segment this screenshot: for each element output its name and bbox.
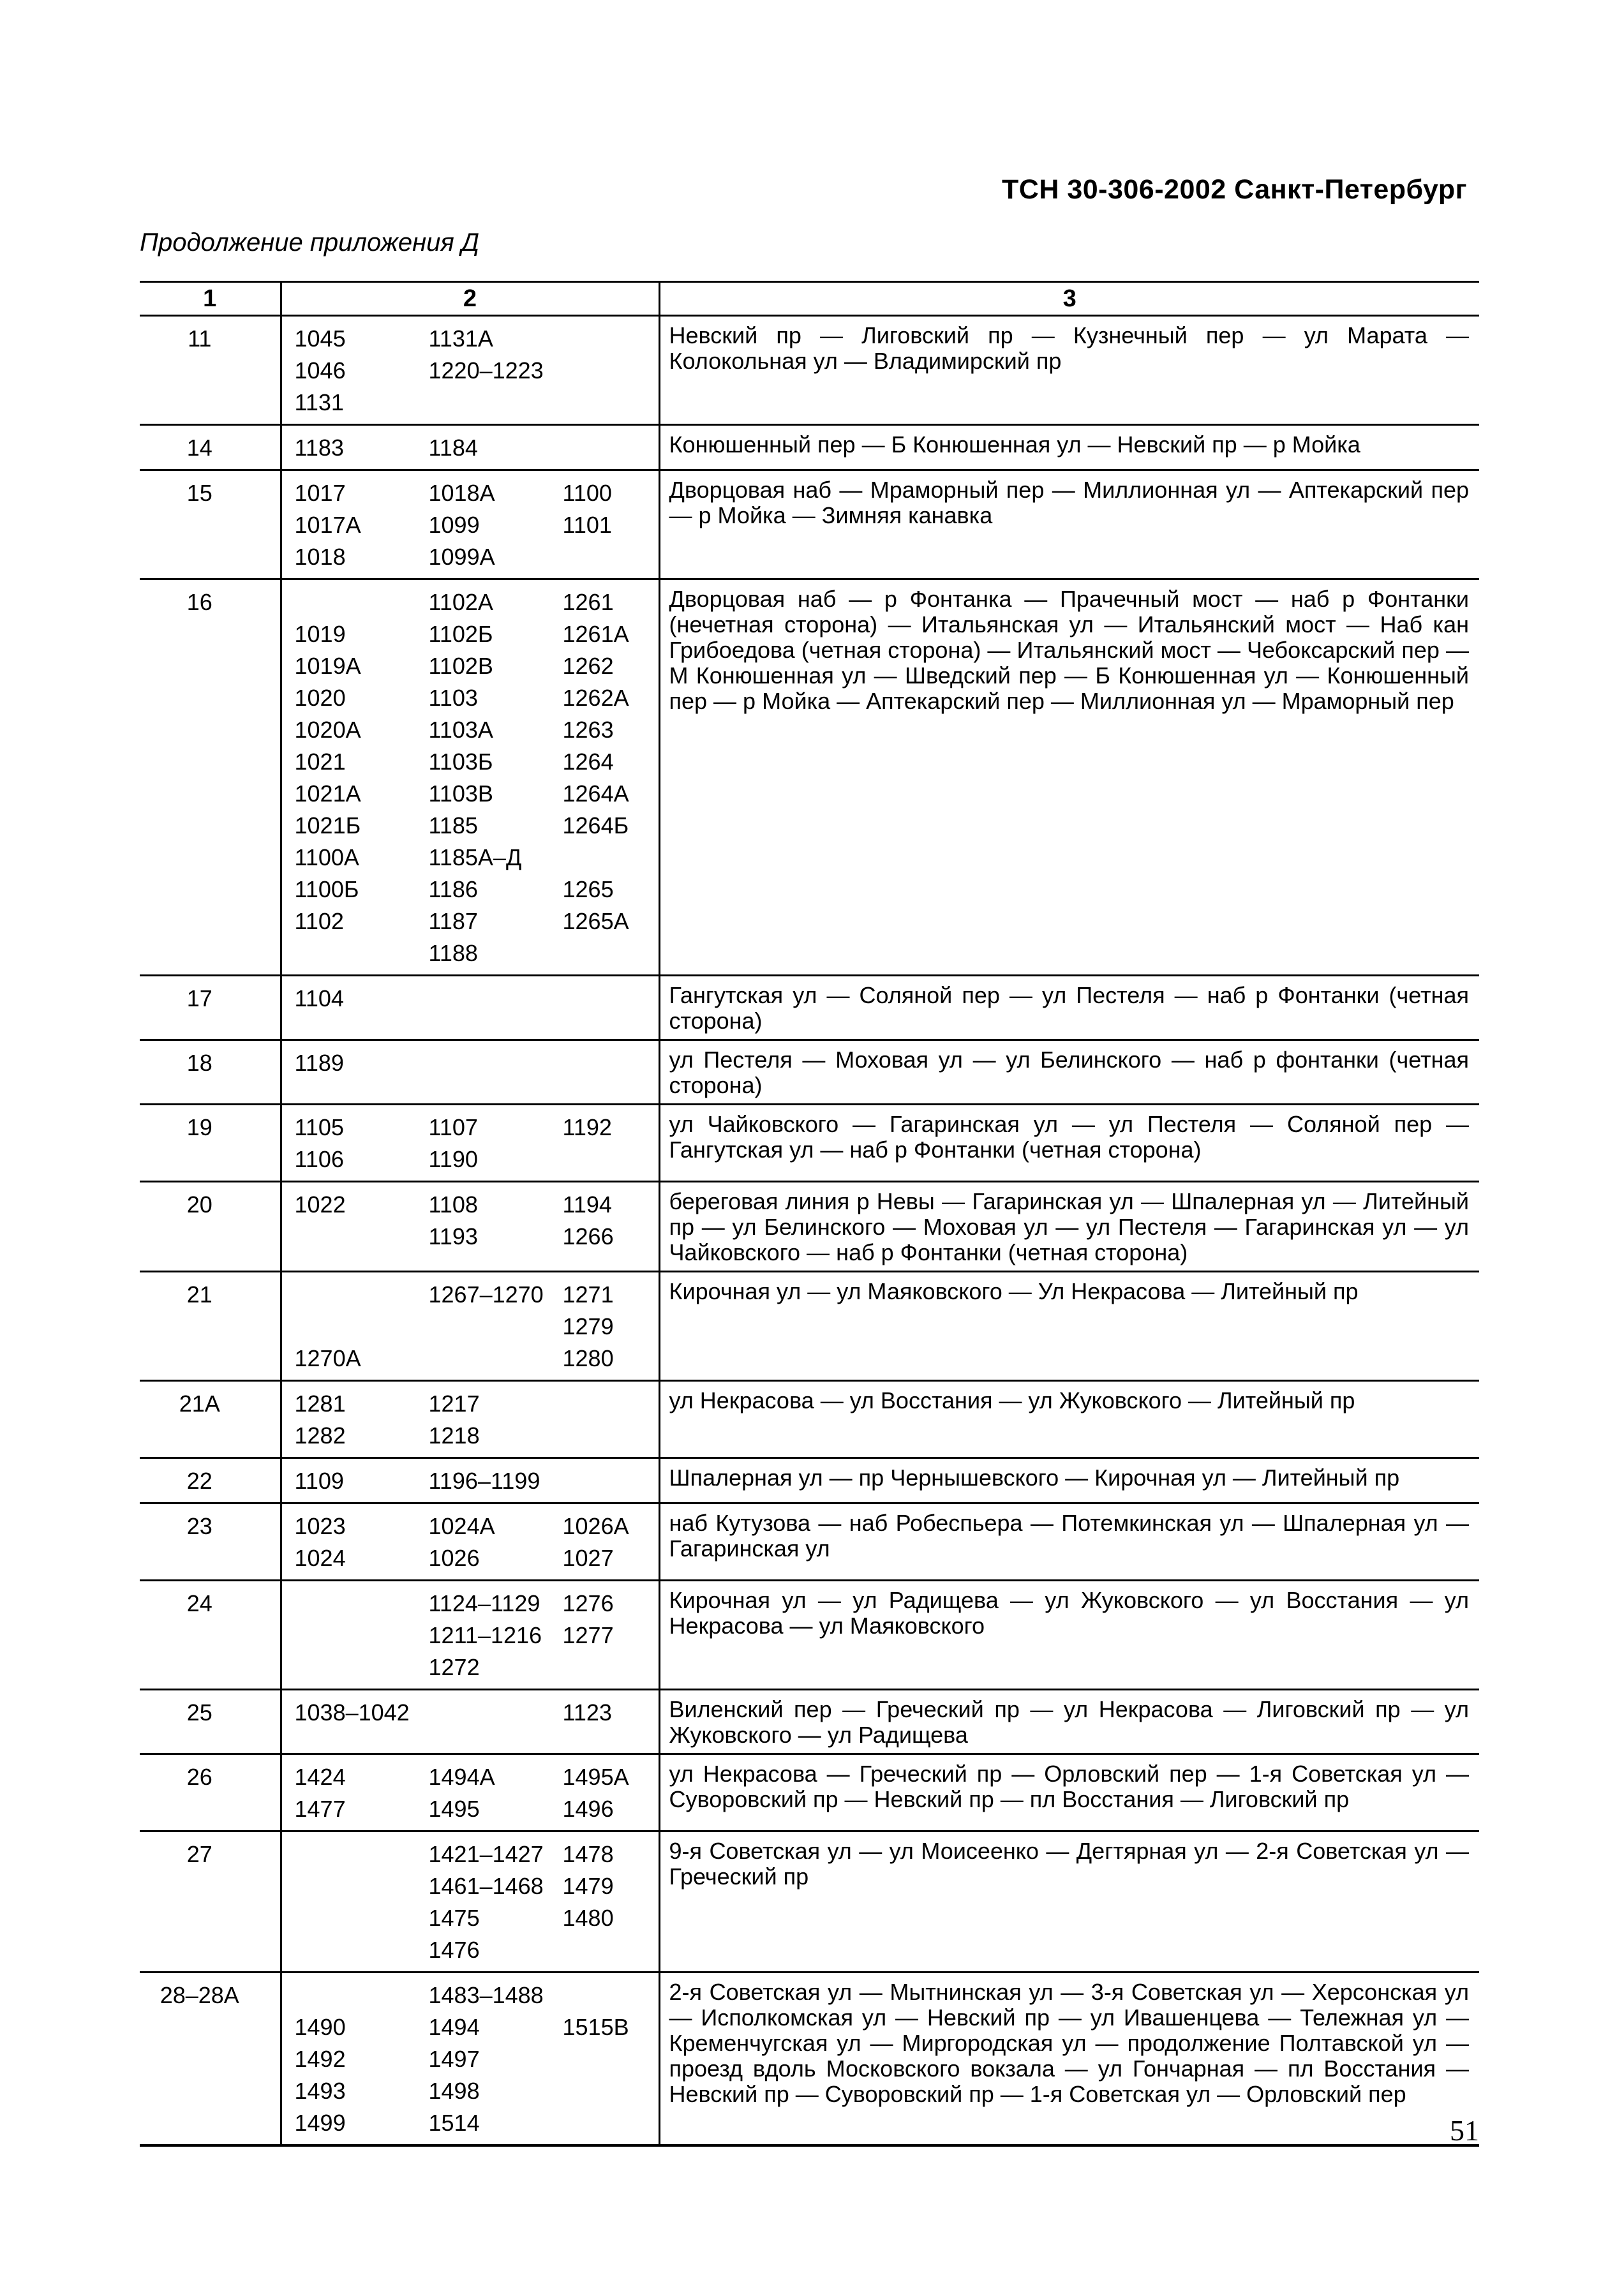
zone-number-cell: 26 bbox=[140, 1754, 281, 1831]
block-code: 1027 bbox=[562, 1545, 614, 1571]
boundary-description-cell: Гангутская ул — Соляной пер — ул Пестеля — наб р Фонтанки (четная сторона) bbox=[659, 976, 1479, 1040]
block-code: 1421–1427 bbox=[428, 1841, 544, 1867]
page-number: 51 bbox=[1450, 2114, 1479, 2147]
block-code: 1478 bbox=[562, 1841, 614, 1867]
block-code: 1026А bbox=[562, 1513, 629, 1539]
block-code: 1100 bbox=[562, 480, 612, 506]
block-codes-cell bbox=[281, 470, 659, 579]
boundary-description-cell: ул Пестеля — Моховая ул — ул Белинского — наб р фонтанки (четная сторона) bbox=[659, 1040, 1479, 1105]
boundary-description-cell: Шпалерная ул — пр Чернышевского — Кирочная ул — Литейный пр bbox=[659, 1458, 1479, 1503]
block-code: 1194 bbox=[562, 1191, 612, 1218]
block-code: 1282 bbox=[294, 1422, 346, 1449]
block-code: 1186 bbox=[428, 876, 478, 902]
block-code: 1270А bbox=[294, 1345, 361, 1371]
block-code: 1265 bbox=[562, 876, 614, 902]
block-code bbox=[563, 2043, 659, 2075]
block-code bbox=[295, 586, 429, 618]
block-code: 1196–1199 bbox=[428, 1468, 540, 1494]
block-codes-grid bbox=[295, 1761, 653, 1825]
block-code: 1267–1270 bbox=[428, 1281, 544, 1308]
block-code: 1100Б bbox=[294, 876, 359, 902]
block-code: 1021Б bbox=[294, 812, 361, 839]
block-code: 1515В bbox=[562, 2014, 629, 2040]
block-code: 1104 bbox=[294, 985, 344, 1011]
zone-number-cell: 21 bbox=[140, 1272, 281, 1381]
block-code: 1499 bbox=[294, 2110, 346, 2136]
block-code: 1264 bbox=[562, 749, 614, 775]
block-code: 1184 bbox=[428, 435, 478, 461]
block-code bbox=[563, 2107, 659, 2139]
block-codes-cell bbox=[281, 1973, 659, 2146]
table-row bbox=[140, 1690, 1479, 1754]
continuation-caption: Продолжение приложения Д bbox=[140, 228, 479, 257]
block-code bbox=[429, 1697, 563, 1729]
block-code: 1280 bbox=[562, 1345, 614, 1371]
block-code: 1103А bbox=[428, 717, 493, 743]
column-header-3: 3 bbox=[659, 282, 1479, 316]
block-code: 1020А bbox=[294, 717, 361, 743]
block-code: 1480 bbox=[562, 1905, 614, 1931]
zone-number-cell: 23 bbox=[140, 1503, 281, 1581]
zone-number-cell: 28–28А bbox=[140, 1973, 281, 2146]
zone-number-cell: 14 bbox=[140, 425, 281, 470]
block-code bbox=[295, 1279, 429, 1311]
block-code: 1123 bbox=[562, 1699, 612, 1726]
table-row bbox=[140, 1182, 1479, 1272]
block-code bbox=[295, 1311, 429, 1343]
zone-number-cell: 27 bbox=[140, 1831, 281, 1973]
block-code: 1279 bbox=[562, 1313, 614, 1339]
block-code: 1124–1129 bbox=[428, 1590, 540, 1616]
block-code: 1476 bbox=[428, 1937, 480, 1963]
boundary-description-cell: Кирочная ул — ул Маяковского — Ул Некрасова — Литейный пр bbox=[659, 1272, 1479, 1381]
block-code: 1183 bbox=[294, 435, 344, 461]
zone-number-cell: 20 bbox=[140, 1182, 281, 1272]
block-code: 1099 bbox=[428, 512, 480, 538]
block-code bbox=[563, 842, 659, 874]
block-code: 1493 bbox=[294, 2078, 346, 2104]
block-codes-cell bbox=[281, 1831, 659, 1973]
block-code: 1490 bbox=[294, 2014, 346, 2040]
block-code: 1461–1468 bbox=[428, 1873, 544, 1899]
block-code bbox=[563, 1144, 659, 1175]
block-code bbox=[563, 1652, 659, 1683]
block-code: 1185 bbox=[428, 812, 478, 839]
block-code: 1021А bbox=[294, 780, 361, 807]
block-codes-grid bbox=[295, 586, 653, 969]
block-codes-cell bbox=[281, 1105, 659, 1182]
block-code bbox=[295, 1221, 429, 1253]
block-code: 1264А bbox=[562, 780, 629, 807]
block-codes-grid bbox=[295, 1980, 653, 2139]
block-code bbox=[429, 1311, 563, 1343]
table-row bbox=[140, 1272, 1479, 1381]
zone-number-cell: 16 bbox=[140, 579, 281, 976]
block-codes-grid bbox=[295, 477, 653, 573]
block-code bbox=[563, 387, 659, 419]
block-code bbox=[563, 1388, 659, 1420]
table-body bbox=[140, 316, 1479, 2146]
document-code-header: ТСН 30-306-2002 Санкт-Петербург bbox=[1002, 174, 1468, 205]
block-code: 1276 bbox=[562, 1590, 614, 1616]
block-code: 1131А bbox=[428, 325, 493, 352]
block-code: 1262А bbox=[562, 685, 629, 711]
block-code bbox=[295, 1980, 429, 2011]
block-code: 1102А bbox=[428, 589, 493, 615]
block-codes-grid bbox=[295, 1510, 653, 1574]
block-code: 1211–1216 bbox=[428, 1622, 542, 1648]
block-code: 1424 bbox=[294, 1764, 346, 1790]
block-code: 1024 bbox=[294, 1545, 346, 1571]
block-codes-grid bbox=[295, 1697, 653, 1729]
block-code: 1103Б bbox=[428, 749, 493, 775]
block-code bbox=[563, 323, 659, 355]
block-code: 1495А bbox=[562, 1764, 629, 1790]
block-code: 1495 bbox=[428, 1796, 480, 1822]
table-row bbox=[140, 1754, 1479, 1831]
block-codes-cell bbox=[281, 976, 659, 1040]
block-code: 1492 bbox=[294, 2046, 346, 2072]
block-code: 1190 bbox=[428, 1146, 478, 1172]
block-codes-grid bbox=[295, 1189, 653, 1253]
block-code bbox=[563, 432, 659, 464]
boundary-description-cell: Конюшенный пер — Б Конюшенная ул — Невский пр — р Мойка bbox=[659, 425, 1479, 470]
block-code: 1107 bbox=[428, 1114, 478, 1140]
block-code bbox=[563, 1980, 659, 2011]
block-code: 1102В bbox=[428, 653, 493, 679]
block-code: 1277 bbox=[562, 1622, 614, 1648]
block-code: 1188 bbox=[428, 940, 478, 966]
block-codes-grid bbox=[295, 1047, 653, 1079]
block-codes-cell bbox=[281, 1458, 659, 1503]
table-row bbox=[140, 1040, 1479, 1105]
block-codes-grid bbox=[295, 323, 653, 419]
block-code: 1483–1488 bbox=[428, 1982, 544, 2008]
block-codes-grid bbox=[295, 432, 653, 464]
block-code bbox=[563, 1934, 659, 1966]
block-code: 1101 bbox=[562, 512, 612, 538]
block-code: 1019А bbox=[294, 653, 361, 679]
block-code: 1017А bbox=[294, 512, 361, 538]
column-header-2: 2 bbox=[281, 282, 659, 316]
block-codes-grid bbox=[295, 1388, 653, 1452]
block-code: 1103В bbox=[428, 780, 493, 807]
block-code: 1477 bbox=[294, 1796, 346, 1822]
block-code: 1026 bbox=[428, 1545, 480, 1571]
table-row bbox=[140, 579, 1479, 976]
block-code: 1494 bbox=[428, 2014, 480, 2040]
column-header-1: 1 bbox=[140, 282, 281, 316]
block-code: 1266 bbox=[562, 1223, 614, 1249]
boundary-description-cell: Дворцовая наб — р Фонтанка — Прачечный мост — наб р Фонтанки (нечетная сторона) — Итальянская ул — Итальянский мост — Наб кан Грибоедова (четная сторона) — Итальянский мост — Чебоксарский пер — М Конюшенная ул — Шведский пер — Б Конюшенная ул — Конюшенный пер — р Мойка — Аптекарский пер — Миллионная ул — Мраморный пер bbox=[659, 579, 1479, 976]
block-codes-cell bbox=[281, 1503, 659, 1581]
block-code: 1102Б bbox=[428, 621, 493, 647]
block-codes-grid bbox=[295, 983, 653, 1015]
block-code bbox=[563, 2075, 659, 2107]
block-code: 1024А bbox=[428, 1513, 495, 1539]
block-codes-cell bbox=[281, 425, 659, 470]
block-code: 1264Б bbox=[562, 812, 629, 839]
table-row bbox=[140, 976, 1479, 1040]
block-code: 1193 bbox=[428, 1223, 478, 1249]
zone-number-cell: 17 bbox=[140, 976, 281, 1040]
block-code: 1106 bbox=[294, 1146, 344, 1172]
block-codes-grid bbox=[295, 1279, 653, 1375]
block-code: 1099А bbox=[428, 544, 495, 570]
block-code: 1102 bbox=[294, 908, 344, 934]
block-code bbox=[563, 1047, 659, 1079]
boundary-description-cell: ул Некрасова — Греческий пр — Орловский пер — 1-я Советская ул — Суворовский пр — Невский пр — пл Восстания — Лиговский пр bbox=[659, 1754, 1479, 1831]
block-code bbox=[295, 1588, 429, 1620]
table-row bbox=[140, 1381, 1479, 1458]
table-row bbox=[140, 316, 1479, 425]
block-codes-grid bbox=[295, 1465, 653, 1497]
boundary-description-cell: 2-я Советская ул — Мытнинская ул — 3-я Советская ул — Херсонская ул — Исполкомская ул — Невский пр — ул Ивашенцева — Тележная ул — Кременчугская ул — Миргородская ул — продолжение Полтавской ул — проезд вдоль Московского вокзала — ул Гончарная — пл Восстания — Невский пр — Суворовский пр — 1-я Советская ул — Орловский пер bbox=[659, 1973, 1479, 2146]
block-codes-cell bbox=[281, 1581, 659, 1690]
block-code: 1261 bbox=[562, 589, 614, 615]
block-code: 1020 bbox=[294, 685, 346, 711]
block-code: 1185А–Д bbox=[428, 844, 522, 870]
block-code: 1018А bbox=[428, 480, 495, 506]
block-code: 1131 bbox=[294, 389, 344, 415]
block-codes-cell bbox=[281, 1690, 659, 1754]
block-code: 1045 bbox=[294, 325, 346, 352]
block-code: 1187 bbox=[428, 908, 478, 934]
block-codes-cell bbox=[281, 316, 659, 425]
block-code: 1046 bbox=[294, 357, 346, 384]
block-code bbox=[429, 1047, 563, 1079]
block-code bbox=[429, 387, 563, 419]
boundary-description-cell: Невский пр — Лиговский пр — Кузнечный пер — ул Марата — Колокольная ул — Владимирский пр bbox=[659, 316, 1479, 425]
block-code: 1019 bbox=[294, 621, 346, 647]
block-codes-cell bbox=[281, 1272, 659, 1381]
block-code bbox=[563, 541, 659, 573]
block-code: 1100А bbox=[294, 844, 359, 870]
block-codes-cell bbox=[281, 1754, 659, 1831]
block-code bbox=[295, 1652, 429, 1683]
block-code: 1263 bbox=[562, 717, 614, 743]
block-code: 1218 bbox=[428, 1422, 480, 1449]
block-codes-grid bbox=[295, 1588, 653, 1683]
table-row bbox=[140, 1581, 1479, 1690]
block-code: 1189 bbox=[294, 1050, 344, 1076]
block-code bbox=[563, 983, 659, 1015]
appendix-table bbox=[140, 281, 1479, 2147]
block-code: 1261А bbox=[562, 621, 629, 647]
zone-number-cell: 19 bbox=[140, 1105, 281, 1182]
table-row bbox=[140, 1458, 1479, 1503]
table-row bbox=[140, 1105, 1479, 1182]
block-code bbox=[295, 1620, 429, 1652]
zone-number-cell: 21А bbox=[140, 1381, 281, 1458]
zone-number-cell: 22 bbox=[140, 1458, 281, 1503]
block-codes-cell bbox=[281, 1182, 659, 1272]
table-row bbox=[140, 1831, 1479, 1973]
boundary-description-cell: ул Некрасова — ул Восстания — ул Жуковского — Литейный пр bbox=[659, 1381, 1479, 1458]
block-code: 1494А bbox=[428, 1764, 495, 1790]
table-row bbox=[140, 425, 1479, 470]
table-row bbox=[140, 1973, 1479, 2146]
block-code: 1265А bbox=[562, 908, 629, 934]
block-code: 1109 bbox=[294, 1468, 344, 1494]
block-code bbox=[429, 983, 563, 1015]
block-code: 1497 bbox=[428, 2046, 480, 2072]
block-code: 1475 bbox=[428, 1905, 480, 1931]
block-code: 1272 bbox=[428, 1654, 480, 1680]
block-code: 1271 bbox=[562, 1281, 614, 1308]
boundary-description-cell: Дворцовая наб — Мраморный пер — Миллионная ул — Аптекарский пер — р Мойка — Зимняя канавка bbox=[659, 470, 1479, 579]
block-code: 1498 bbox=[428, 2078, 480, 2104]
block-code: 1192 bbox=[562, 1114, 612, 1140]
block-code bbox=[429, 1343, 563, 1375]
block-code bbox=[295, 1902, 429, 1934]
block-code bbox=[563, 937, 659, 969]
block-code: 1514 bbox=[428, 2110, 480, 2136]
block-codes-cell bbox=[281, 1381, 659, 1458]
table-row bbox=[140, 1503, 1479, 1581]
block-codes-grid bbox=[295, 1112, 653, 1175]
block-code bbox=[563, 355, 659, 387]
block-code bbox=[295, 937, 429, 969]
block-codes-grid bbox=[295, 1838, 653, 1966]
block-code: 1105 bbox=[294, 1114, 344, 1140]
appendix-table-container bbox=[140, 281, 1479, 2147]
block-code bbox=[563, 1465, 659, 1497]
block-code bbox=[295, 1934, 429, 1966]
block-code bbox=[295, 1838, 429, 1870]
boundary-description-cell: ул Чайковского — Гагаринская ул — ул Пестеля — Соляной пер — Гангутская ул — наб р Фонтанки (четная сторона) bbox=[659, 1105, 1479, 1182]
boundary-description-cell: 9-я Советская ул — ул Моисеенко — Дегтярная ул — 2-я Советская ул — Греческий пр bbox=[659, 1831, 1479, 1973]
block-code: 1281 bbox=[294, 1391, 346, 1417]
block-code: 1108 bbox=[428, 1191, 478, 1218]
zone-number-cell: 24 bbox=[140, 1581, 281, 1690]
block-codes-cell bbox=[281, 579, 659, 976]
block-code: 1217 bbox=[428, 1391, 480, 1417]
boundary-description-cell: береговая линия р Невы — Гагаринская ул — Шпалерная ул — Литейный пр — ул Белинского — Моховая ул — ул Пестеля — Гагаринская ул — ул Чайковского — наб р Фонтанки (четная сторона) bbox=[659, 1182, 1479, 1272]
block-code: 1021 bbox=[294, 749, 346, 775]
block-code: 1018 bbox=[294, 544, 346, 570]
block-code: 1023 bbox=[294, 1513, 346, 1539]
boundary-description-cell: наб Кутузова — наб Робеспьера — Потемкинская ул — Шпалерная ул — Гагаринская ул bbox=[659, 1503, 1479, 1581]
block-code: 1022 bbox=[294, 1191, 346, 1218]
zone-number-cell: 25 bbox=[140, 1690, 281, 1754]
boundary-description-cell: Кирочная ул — ул Радищева — ул Жуковского — ул Восстания — ул Некрасова — ул Маяковского bbox=[659, 1581, 1479, 1690]
block-code bbox=[563, 1420, 659, 1452]
block-code: 1017 bbox=[294, 480, 346, 506]
zone-number-cell: 15 bbox=[140, 470, 281, 579]
block-codes-cell bbox=[281, 1040, 659, 1105]
zone-number-cell: 11 bbox=[140, 316, 281, 425]
block-code: 1262 bbox=[562, 653, 614, 679]
zone-number-cell: 18 bbox=[140, 1040, 281, 1105]
table-header-row bbox=[140, 282, 1479, 316]
block-code: 1038–1042 bbox=[294, 1699, 410, 1726]
block-code bbox=[295, 1870, 429, 1902]
boundary-description-cell: Виленский пер — Греческий пр — ул Некрасова — Лиговский пр — ул Жуковского — ул Радищева bbox=[659, 1690, 1479, 1754]
block-code: 1220–1223 bbox=[428, 357, 544, 384]
block-code: 1496 bbox=[562, 1796, 614, 1822]
table-row bbox=[140, 470, 1479, 579]
block-code: 1479 bbox=[562, 1873, 614, 1899]
block-code: 1103 bbox=[428, 685, 478, 711]
